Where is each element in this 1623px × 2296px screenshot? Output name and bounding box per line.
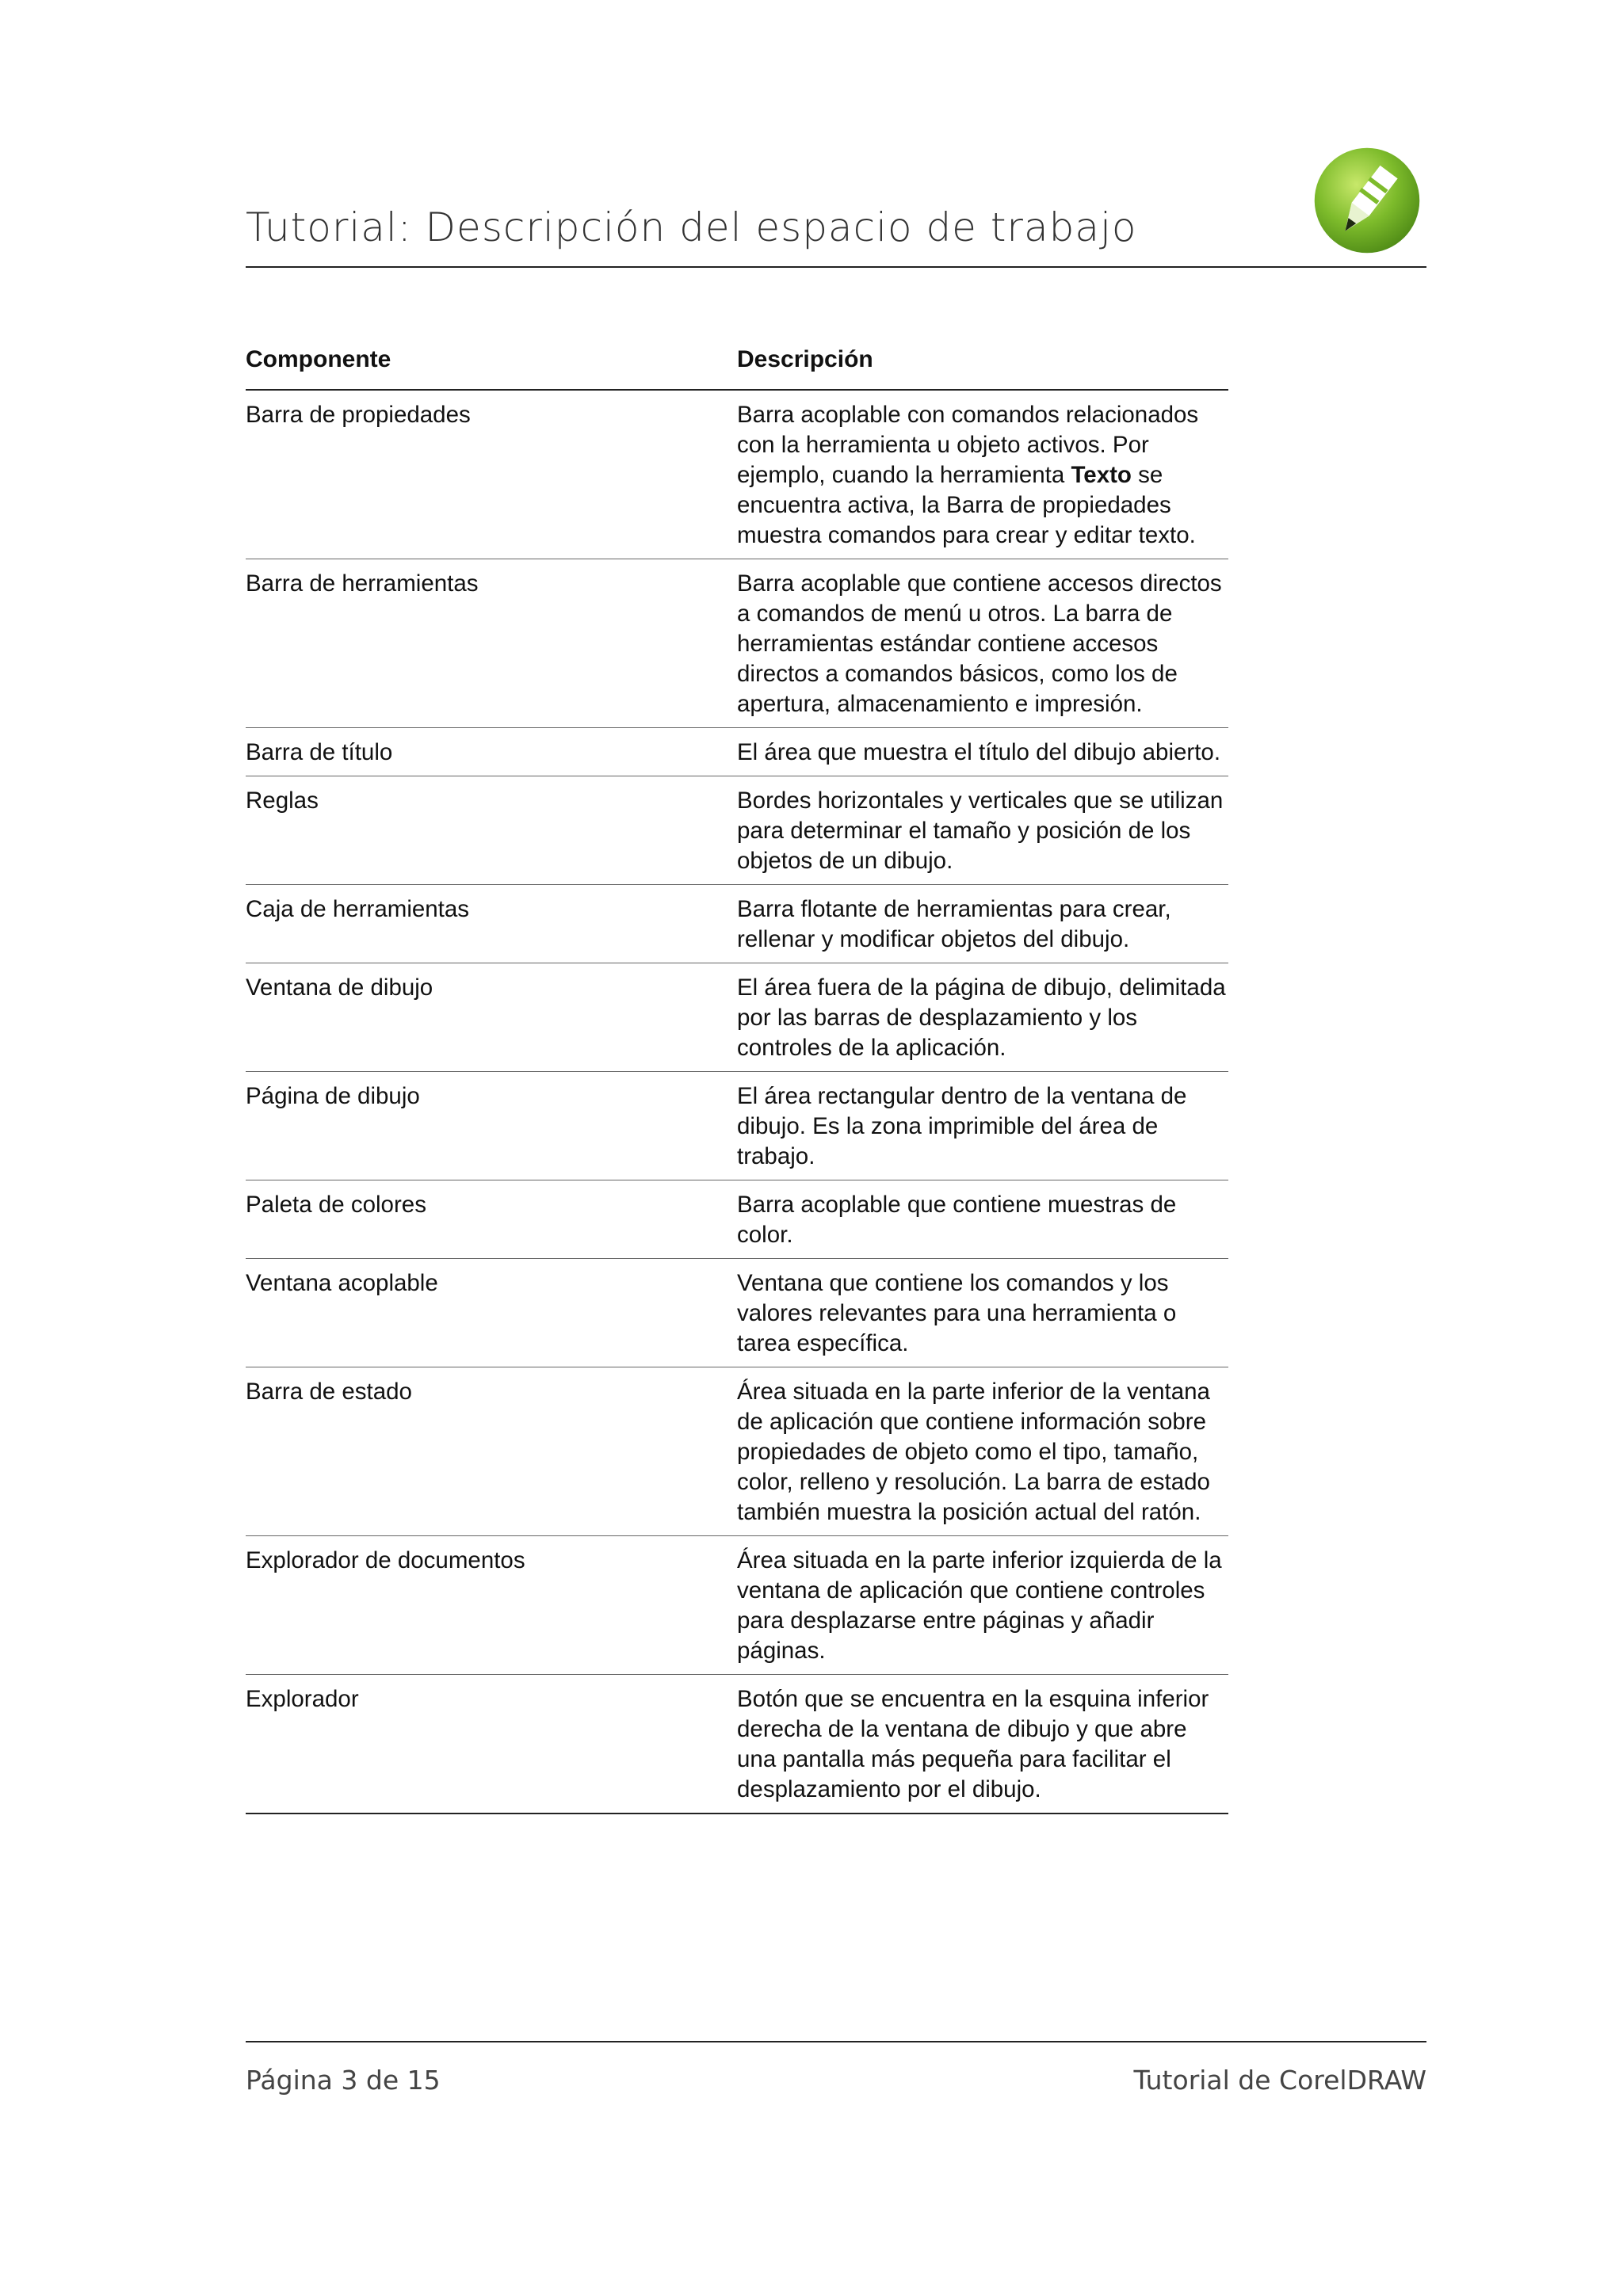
description-text: Barra acoplable que contiene muestras de color. — [737, 1192, 1177, 1248]
table-row — [246, 728, 1228, 776]
description-text: Barra acoplable con comandos relacionados con la herramienta u objeto activos. Por ejemplo, cuando la herramienta — [737, 402, 1199, 488]
component-cell: Barra de título — [246, 728, 737, 776]
table-row — [246, 885, 1228, 963]
description-cell — [737, 1536, 1228, 1675]
component-cell: Barra de propiedades — [246, 390, 737, 559]
table-row — [246, 1367, 1228, 1536]
description-bold-term: Texto — [1071, 462, 1132, 488]
description-text: Bordes horizontales y verticales que se utilizan para determinar el tamaño y posición de los objetos de un dibujo. — [737, 788, 1224, 874]
description-cell — [737, 1259, 1228, 1367]
description-cell — [737, 1072, 1228, 1180]
description-text: Botón que se encuentra en la esquina inferior derecha de la ventana de dibujo y que abre una pantalla más pequeña para facilitar el desplazamiento por el dibujo. — [737, 1686, 1209, 1802]
component-cell: Página de dibujo — [246, 1072, 737, 1180]
component-cell: Paleta de colores — [246, 1180, 737, 1259]
column-header-component: Componente — [246, 337, 737, 390]
footer-product-name: Tutorial de CorelDRAW — [1133, 2065, 1426, 2096]
table-row — [246, 1072, 1228, 1180]
description-text: El área que muestra el título del dibujo abierto. — [737, 739, 1221, 765]
description-text: se encuentra activa, la Barra de propiedades muestra comandos para crear y editar texto. — [737, 462, 1196, 548]
table-row — [246, 1259, 1228, 1367]
description-text: Área situada en la parte inferior izquierda de la ventana de aplicación que contiene controles para desplazarse entre páginas y añadir páginas. — [737, 1547, 1222, 1664]
column-header-description: Descripción — [737, 337, 1228, 390]
table-header-row — [246, 337, 1228, 390]
description-cell — [737, 885, 1228, 963]
description-text: El área rectangular dentro de la ventana de dibujo. Es la zona imprimible del área de trabajo. — [737, 1083, 1187, 1169]
description-cell — [737, 1367, 1228, 1536]
component-cell: Ventana de dibujo — [246, 963, 737, 1072]
description-cell — [737, 390, 1228, 559]
table-row — [246, 559, 1228, 728]
page-footer — [246, 2041, 1426, 2098]
coreldraw-logo-icon — [1312, 146, 1422, 255]
description-text: Barra acoplable que contiene accesos directos a comandos de menú u otros. La barra de herramientas estándar contiene accesos directos a comandos básicos, como los de apertura, almacenamiento e impresión. — [737, 570, 1222, 717]
description-cell — [737, 776, 1228, 885]
description-text: Barra flotante de herramientas para crear, rellenar y modificar objetos del dibujo. — [737, 896, 1171, 952]
page-header — [246, 135, 1426, 268]
component-cell: Reglas — [246, 776, 737, 885]
description-cell — [737, 963, 1228, 1072]
description-cell — [737, 1675, 1228, 1814]
table-row — [246, 776, 1228, 885]
component-cell: Caja de herramientas — [246, 885, 737, 963]
table-row — [246, 1675, 1228, 1814]
page-number: Página 3 de 15 — [246, 2065, 441, 2096]
table-row — [246, 963, 1228, 1072]
description-cell — [737, 728, 1228, 776]
component-cell: Explorador — [246, 1675, 737, 1814]
description-text: Área situada en la parte inferior de la ventana de aplicación que contiene información sobre propiedades de objeto como el tipo, tamaño, color, relleno y resolución. La barra de estado también muestra la posición actual del ratón. — [737, 1379, 1210, 1525]
description-text: Ventana que contiene los comandos y los valores relevantes para una herramienta o tarea específica. — [737, 1270, 1177, 1356]
description-cell — [737, 1180, 1228, 1259]
description-cell — [737, 559, 1228, 728]
page-title: Tutorial: Descripción del espacio de trabajo — [246, 204, 1137, 250]
component-cell: Barra de herramientas — [246, 559, 737, 728]
component-cell: Barra de estado — [246, 1367, 737, 1536]
table-row — [246, 1180, 1228, 1259]
table-row — [246, 1536, 1228, 1675]
table-row — [246, 390, 1228, 559]
component-cell: Explorador de documentos — [246, 1536, 737, 1675]
description-text: El área fuera de la página de dibujo, delimitada por las barras de desplazamiento y los controles de la aplicación. — [737, 974, 1226, 1061]
component-cell: Ventana acoplable — [246, 1259, 737, 1367]
components-table — [246, 337, 1228, 1814]
